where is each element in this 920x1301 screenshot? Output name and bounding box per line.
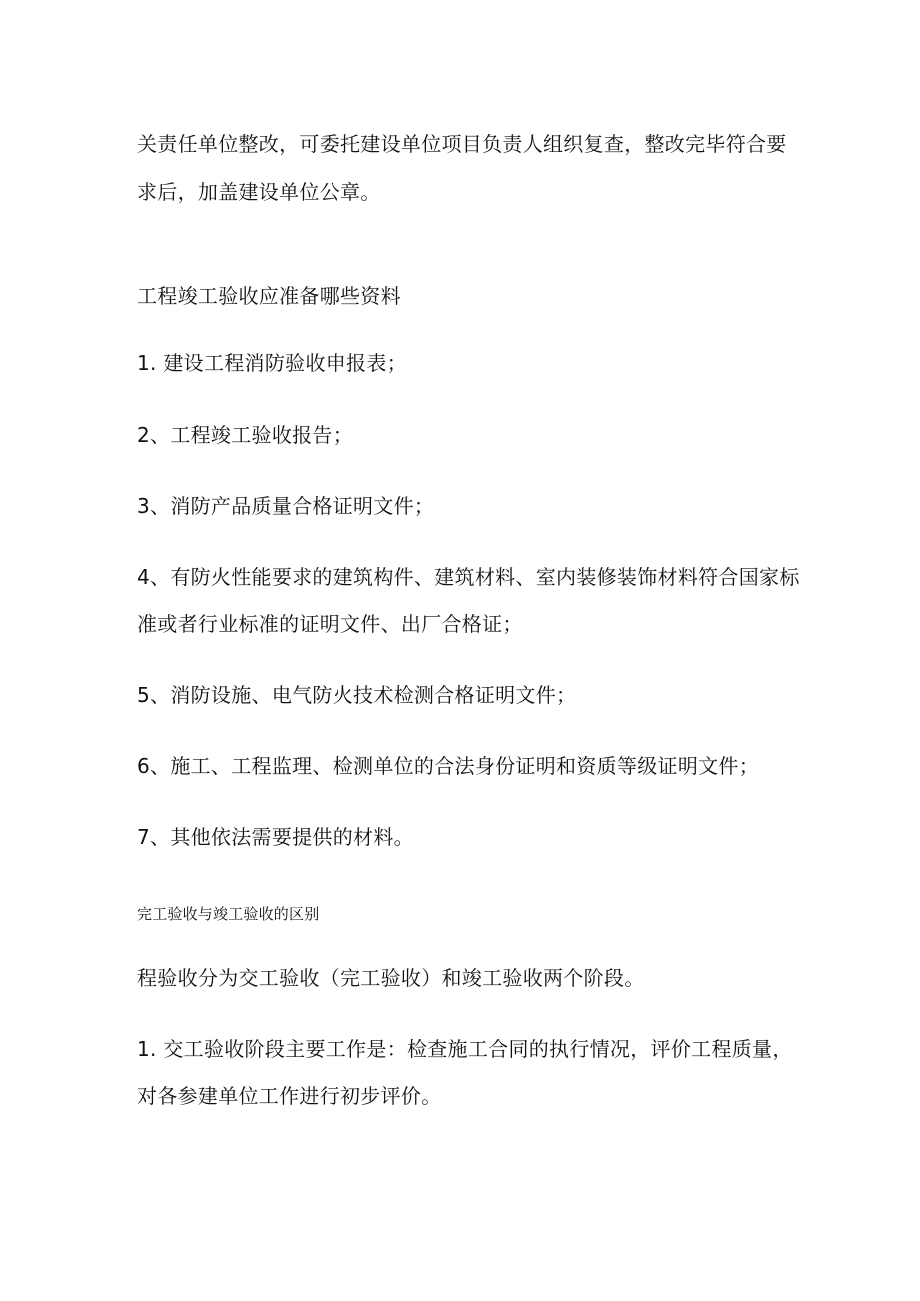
- intro-paragraph-line-2: 求后，加盖建设单位公章。: [137, 180, 381, 204]
- stage-item-1-line-1: 1. 交工验收阶段主要工作是：检查施工合同的执行情况，评价工程质量，: [137, 1037, 793, 1061]
- materials-item-6: 6、施工、工程监理、检测单位的合法身份证明和资质等级证明文件；: [137, 754, 760, 778]
- materials-item-1: 1. 建设工程消防验收申报表；: [137, 351, 407, 375]
- intro-paragraph-line-1: 关责任单位整改，可委托建设单位项目负责人组织复查，整改完毕符合要: [137, 132, 787, 156]
- materials-item-5: 5、消防设施、电气防火技术检测合格证明文件；: [137, 683, 577, 707]
- stages-paragraph: 程验收分为交工验收（完工验收）和竣工验收两个阶段。: [137, 966, 645, 990]
- materials-item-7: 7、其他依法需要提供的材料。: [137, 825, 414, 849]
- materials-item-2: 2、工程竣工验收报告；: [137, 423, 354, 447]
- materials-item-4-line-1: 4、有防火性能要求的建筑构件、建筑材料、室内装修装饰材料符合国家标: [137, 565, 800, 589]
- materials-heading: 工程竣工验收应准备哪些资料: [137, 284, 401, 308]
- difference-heading: 完工验收与竣工验收的区别: [137, 905, 320, 923]
- materials-item-4-line-2: 准或者行业标准的证明文件、出厂合格证；: [137, 612, 523, 636]
- stage-item-1-line-2: 对各参建单位工作进行初步评价。: [137, 1084, 442, 1108]
- materials-item-3: 3、消防产品质量合格证明文件；: [137, 494, 435, 518]
